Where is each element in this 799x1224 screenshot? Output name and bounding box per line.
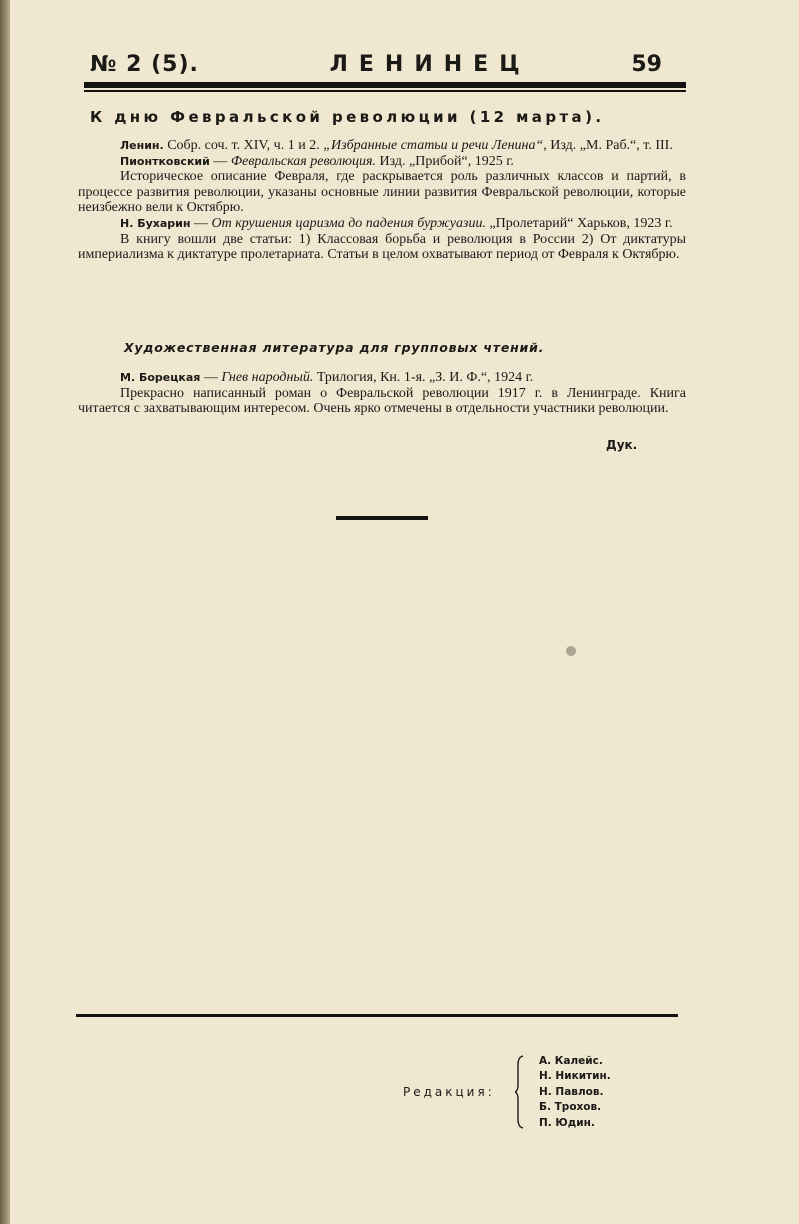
editor-name: Н. Павлов. (539, 1085, 604, 1098)
entry-publisher: Трилогия, Кн. 1-я. „З. И. Ф.“, 1924 г. (313, 370, 534, 385)
entry-description: В книгу вошли две статьи: 1) Классовая борьба и революция в России 2) От диктатуры империализма к диктатуре пролетариата. Статьи в целом охватывают период от Февраля к Октябрю. (78, 231, 686, 263)
bibliography-list (78, 138, 686, 263)
editor-name: Н. Никитин. (539, 1070, 611, 1083)
journal-title: ЛЕНИНЕЦ (329, 51, 531, 77)
bibliography-entry (78, 370, 686, 386)
entry-text: — (190, 215, 212, 231)
fiction-section-title: Художественная литература для групповых чтений. (124, 340, 545, 355)
fiction-list (78, 370, 686, 417)
entry-description: Прекрасно написанный роман о Февральской революции 1917 г. в Ленинграде. Книга читается с захватывающим интересом. Очень ярко отмечены в отдельности участники революции. (78, 385, 686, 417)
curly-brace-icon (515, 1055, 525, 1129)
entry-title: Гнев народный. (221, 370, 314, 385)
entry-publisher: , Изд. „М. Раб.“, т. III. (543, 138, 673, 153)
section-divider (336, 516, 428, 520)
header-rule-thin (84, 90, 686, 92)
bibliography-entry (78, 154, 686, 170)
entry-title: Февральская революция. (230, 153, 377, 169)
issue-number: № 2 (5). (90, 51, 199, 77)
entry-title: От крушения царизма до падения буржуазии. (211, 215, 486, 231)
entry-title: „Избранные статьи и речи Ленина“ (323, 138, 544, 153)
entry-author: Ленин. (120, 139, 164, 152)
bibliography-entry (78, 138, 686, 154)
editorial-board-label: Редакция: (403, 1085, 495, 1099)
entry-publisher: „Пролетарий“ Харьков, 1923 г. (485, 215, 673, 231)
entry-publisher: Изд. „Прибой“, 1925 г. (376, 153, 514, 169)
editor-name: А. Калейс. (539, 1055, 603, 1067)
page-number: 59 (631, 51, 662, 77)
entry-text: Собр. соч. т. XIV, ч. 1 и 2. (163, 138, 324, 153)
entry-author: Н. Бухарин (120, 216, 191, 230)
entry-author: Пионтковский (120, 154, 210, 168)
editor-name: Б. Трохов. (539, 1101, 602, 1114)
editorial-board-list (539, 1054, 611, 1131)
entry-text: — (209, 153, 231, 169)
entry-author: М. Борецкая (120, 371, 201, 384)
running-header (90, 48, 662, 80)
page-binding-edge (0, 0, 10, 1224)
entry-description: Историческое описание Февраля, где раскрывается роль различных классов и партий, в процессе развития революции, указаны основные линии развития Февральской революции, которые неизбежно вели к Октябрю. (78, 169, 686, 216)
footer-rule (76, 1014, 678, 1017)
section-title: К дню Февральской революции (12 марта). (90, 108, 605, 126)
header-rule-thick (84, 82, 686, 88)
ink-smudge (566, 646, 576, 656)
editor-name: П. Юдин. (539, 1116, 595, 1129)
reviewer-signature: Дук. (606, 438, 638, 452)
bibliography-entry (78, 216, 686, 232)
entry-text: — (200, 370, 222, 385)
